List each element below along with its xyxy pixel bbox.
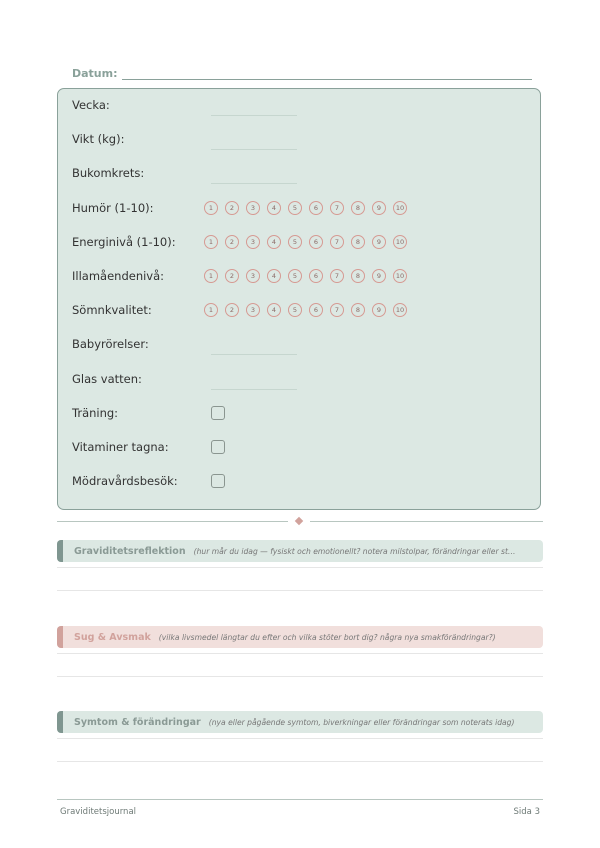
rating-option[interactable]: 9 bbox=[372, 269, 386, 283]
rating-option[interactable]: 5 bbox=[288, 201, 302, 215]
tracker-checkbox[interactable] bbox=[211, 440, 225, 454]
tracker-row bbox=[72, 129, 212, 149]
rating-option[interactable]: 3 bbox=[246, 201, 260, 215]
rating-option[interactable]: 10 bbox=[393, 303, 407, 317]
tracker-row bbox=[72, 403, 212, 423]
date-field bbox=[72, 62, 532, 80]
tracker-line-input[interactable] bbox=[211, 114, 297, 116]
section-header bbox=[57, 540, 543, 562]
daily-tracker-card bbox=[57, 88, 541, 510]
writing-line[interactable] bbox=[57, 567, 543, 568]
tracker-row-label: Mödravårdsbesök: bbox=[72, 474, 178, 489]
tracker-checkbox[interactable] bbox=[211, 474, 225, 488]
rating-scale bbox=[204, 269, 407, 283]
section-title: Sug & Avsmak bbox=[74, 631, 151, 643]
rating-option[interactable]: 1 bbox=[204, 303, 218, 317]
rating-option[interactable]: 7 bbox=[330, 201, 344, 215]
rating-option[interactable]: 1 bbox=[204, 269, 218, 283]
section-title: Graviditetsreflektion bbox=[74, 545, 186, 557]
tracker-line-input[interactable] bbox=[211, 148, 297, 150]
rating-option[interactable]: 8 bbox=[351, 235, 365, 249]
footer-divider bbox=[57, 799, 543, 800]
tracker-row-label: Humör (1-10): bbox=[72, 200, 154, 215]
rating-option[interactable]: 10 bbox=[393, 269, 407, 283]
tracker-row bbox=[72, 95, 212, 115]
rating-option[interactable]: 4 bbox=[267, 303, 281, 317]
section-header bbox=[57, 711, 543, 733]
section-title: Symtom & förändringar bbox=[74, 716, 201, 728]
rating-option[interactable]: 5 bbox=[288, 235, 302, 249]
tracker-row bbox=[72, 232, 212, 252]
tracker-row bbox=[72, 369, 212, 389]
section-accent-bar bbox=[57, 711, 63, 733]
date-label: Datum: bbox=[72, 67, 118, 80]
rating-option[interactable]: 6 bbox=[309, 201, 323, 215]
section-accent-bar bbox=[57, 626, 63, 648]
divider-left bbox=[57, 521, 288, 522]
tracker-row-label: Sömnkvalitet: bbox=[72, 303, 152, 318]
rating-option[interactable]: 4 bbox=[267, 235, 281, 249]
tracker-row-label: Illamåendenivå: bbox=[72, 269, 165, 283]
rating-scale bbox=[204, 303, 407, 317]
footer-journal-name: Graviditetsjournal bbox=[60, 807, 137, 817]
date-input-line[interactable] bbox=[122, 65, 532, 80]
tracker-row bbox=[72, 198, 212, 218]
rating-option[interactable]: 1 bbox=[204, 201, 218, 215]
tracker-row-label: Glas vatten: bbox=[72, 371, 142, 386]
rating-option[interactable]: 8 bbox=[351, 303, 365, 317]
tracker-line-input[interactable] bbox=[211, 388, 297, 390]
tracker-checkbox[interactable] bbox=[211, 406, 225, 420]
rating-option[interactable]: 8 bbox=[351, 201, 365, 215]
tracker-row-label: Vikt (kg): bbox=[72, 132, 125, 147]
divider-diamond-icon bbox=[295, 517, 303, 525]
tracker-row-label: Träning: bbox=[72, 405, 119, 420]
tracker-row-label: Babyrörelser: bbox=[72, 337, 149, 352]
rating-option[interactable]: 9 bbox=[372, 303, 386, 317]
rating-option[interactable]: 6 bbox=[309, 235, 323, 249]
rating-option[interactable]: 2 bbox=[225, 201, 239, 215]
rating-option[interactable]: 3 bbox=[246, 303, 260, 317]
rating-option[interactable]: 3 bbox=[246, 269, 260, 283]
rating-option[interactable]: 2 bbox=[225, 303, 239, 317]
rating-option[interactable]: 2 bbox=[225, 269, 239, 283]
rating-option[interactable]: 4 bbox=[267, 269, 281, 283]
rating-option[interactable]: 9 bbox=[372, 201, 386, 215]
tracker-row bbox=[72, 437, 212, 457]
rating-option[interactable]: 10 bbox=[393, 201, 407, 215]
tracker-row bbox=[72, 163, 212, 183]
tracker-row bbox=[72, 334, 212, 354]
tracker-row-label: Energinivå (1-10): bbox=[72, 234, 176, 249]
footer-page-number: Sida 3 bbox=[513, 807, 540, 817]
writing-line[interactable] bbox=[57, 738, 543, 739]
tracker-row bbox=[72, 300, 212, 320]
tracker-row bbox=[72, 266, 212, 286]
rating-option[interactable]: 4 bbox=[267, 201, 281, 215]
tracker-row-label: Bukomkrets: bbox=[72, 166, 145, 181]
rating-option[interactable]: 6 bbox=[309, 269, 323, 283]
rating-option[interactable]: 3 bbox=[246, 235, 260, 249]
section-hint: (vilka livsmedel längtar du efter och vilka stöter bort dig? några nya smakförändringar?) bbox=[158, 632, 496, 642]
section-accent-bar bbox=[57, 540, 63, 562]
rating-option[interactable]: 10 bbox=[393, 235, 407, 249]
tracker-line-input[interactable] bbox=[211, 353, 297, 355]
rating-option[interactable]: 2 bbox=[225, 235, 239, 249]
rating-option[interactable]: 7 bbox=[330, 235, 344, 249]
writing-line[interactable] bbox=[57, 653, 543, 654]
section-hint: (nya eller pågående symtom, biverkningar eller förändringar som noterats idag) bbox=[208, 717, 515, 727]
rating-option[interactable]: 7 bbox=[330, 303, 344, 317]
rating-option[interactable]: 5 bbox=[288, 269, 302, 283]
tracker-line-input[interactable] bbox=[211, 182, 297, 184]
rating-scale bbox=[204, 235, 407, 249]
divider-right bbox=[310, 521, 543, 522]
rating-option[interactable]: 8 bbox=[351, 269, 365, 283]
rating-option[interactable]: 9 bbox=[372, 235, 386, 249]
rating-option[interactable]: 6 bbox=[309, 303, 323, 317]
tracker-row bbox=[72, 471, 212, 491]
tracker-row-label: Vitaminer tagna: bbox=[72, 440, 169, 454]
rating-option[interactable]: 1 bbox=[204, 235, 218, 249]
rating-option[interactable]: 7 bbox=[330, 269, 344, 283]
section-header bbox=[57, 626, 543, 648]
writing-line[interactable] bbox=[57, 761, 543, 762]
section-hint: (hur mår du idag — fysiskt och emotionellt? notera milstolpar, förändringar eller st… bbox=[193, 546, 516, 556]
writing-line[interactable] bbox=[57, 676, 543, 677]
tracker-row-label: Vecka: bbox=[72, 98, 110, 112]
writing-line[interactable] bbox=[57, 590, 543, 591]
rating-option[interactable]: 5 bbox=[288, 303, 302, 317]
rating-scale bbox=[204, 201, 407, 215]
